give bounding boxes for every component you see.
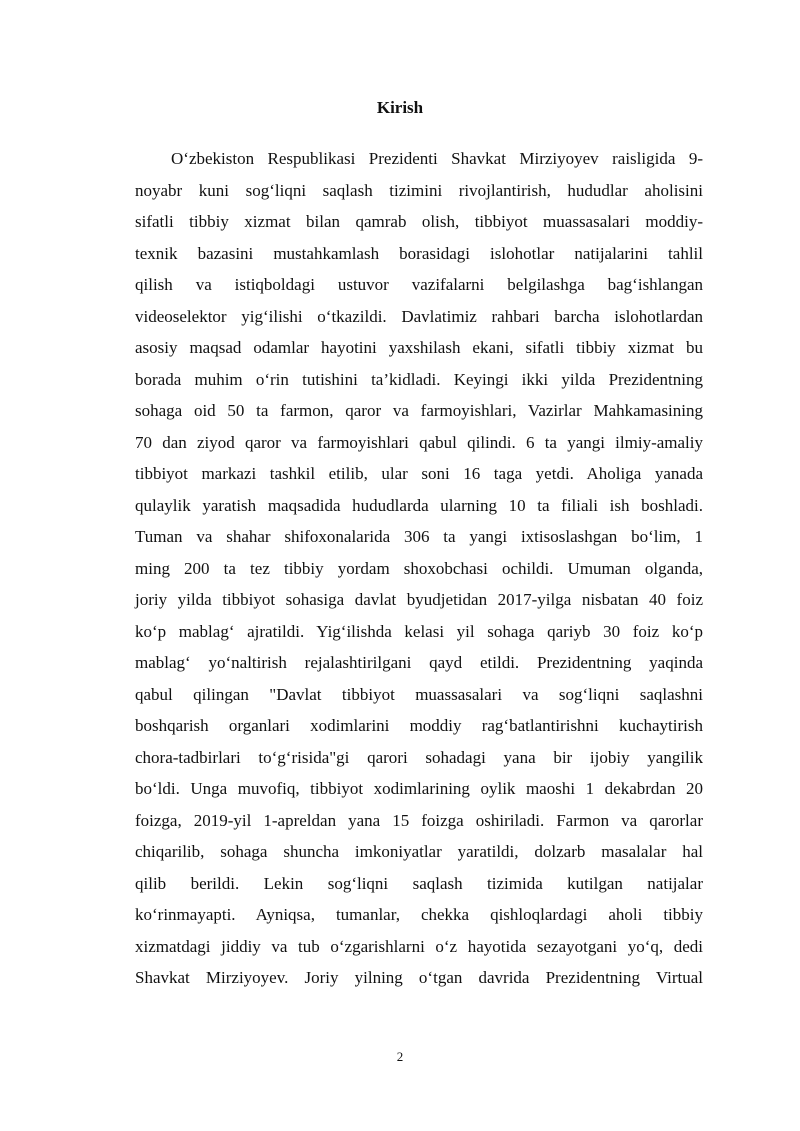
text-line: Tuman va shahar shifoxonalarida 306 ta yangi ixtisoslashgan bo‘lim, 1 [135,527,703,546]
body-paragraph [135,143,703,994]
text-line: joriy yilda tibbiyot sohasiga davlat byudjetidan 2017-yilga nisbatan 40 foiz [135,590,703,609]
text-line: asosiy maqsad odamlar hayotini yaxshilash ekani, sifatli tibbiy xizmat bu [135,338,703,357]
text-line: noyabr kuni sog‘liqni saqlash tizimini rivojlantirish, hududlar aholisini [135,180,703,200]
text-line: foizga, 2019-yil 1-apreldan yana 15 foizga oshiriladi. Farmon va qarorlar [135,810,703,830]
text-line: qilib berildi. Lekin sog‘liqni saqlash tizimida kutilgan natijalar [135,873,703,893]
text-line: tibbiyot markazi tashkil etilib, ular soni 16 taga yetdi. Aholiga yanada [135,464,703,483]
text-line: qabul qilingan "Davlat tibbiyot muassasalari va sog‘liqni saqlashni [135,684,703,704]
text-line: xizmatdagi jiddiy va tub o‘zgarishlarni o‘z hayotida sezayotgani yo‘q, dedi [135,936,703,956]
section-title: Kirish [376,98,424,117]
text-line: 70 dan ziyod qaror va farmoyishlari qabul qilindi. 6 ta yangi ilmiy-amaliy [135,432,703,452]
text-line: bo‘ldi. Unga muvofiq, tibbiyot xodimlarining oylik maoshi 1 dekabrdan 20 [135,779,703,798]
text-line: ko‘p mablag‘ ajratildi. Yig‘ilishda kelasi yil sohaga qariyb 30 foiz ko‘p [135,621,703,641]
text-line: chora-tadbirlari to‘g‘risida"gi qarori sohadagi yana bir ijobiy yangilik [135,747,703,767]
text-line: qilish va istiqboldagi ustuvor vazifalarni belgilashga bag‘ishlangan [135,275,703,294]
text-line: borada muhim o‘rin tutishini ta’kidladi. Keyingi ikki yilda Prezidentning [135,369,703,389]
text-line: sohaga oid 50 ta farmon, qaror va farmoyishlari, Vazirlar Mahkamasining [135,401,703,420]
text-line: Shavkat Mirziyoyev. Joriy yilning o‘tgan davrida Prezidentning Virtual [135,968,703,987]
text-line: videoselektor yig‘ilishi o‘tkazildi. Davlatimiz rahbari barcha islohotlardan [135,306,703,326]
page-number: 2 [396,1049,404,1064]
text-line: chiqarilib, sohaga shuncha imkoniyatlar yaratildi, dolzarb masalalar hal [135,842,703,861]
text-line: texnik bazasini mustahkamlash borasidagi islohotlar natijalarini tahlil [135,243,703,263]
text-line: boshqarish organlari xodimlarini moddiy rag‘batlantirishni kuchaytirish [135,716,703,735]
text-line: ko‘rinmayapti. Ayniqsa, tumanlar, chekka qishloqlardagi aholi tibbiy [135,905,703,924]
text-line: O‘zbekiston Respublikasi Prezidenti Shavkat Mirziyoyev raisligida 9- [171,149,703,168]
text-line: qulaylik yaratish maqsadida hududlarda ularning 10 ta filiali ish boshladi. [135,495,703,515]
text-line: sifatli tibbiy xizmat bilan qamrab olish, tibbiyot muassasalari moddiy- [135,212,703,231]
text-line: ming 200 ta tez tibbiy yordam shoxobchasi ochildi. Umuman olganda, [135,558,703,578]
text-line: mablag‘ yo‘naltirish rejalashtirilgani qayd etildi. Prezidentning yaqinda [135,653,703,672]
